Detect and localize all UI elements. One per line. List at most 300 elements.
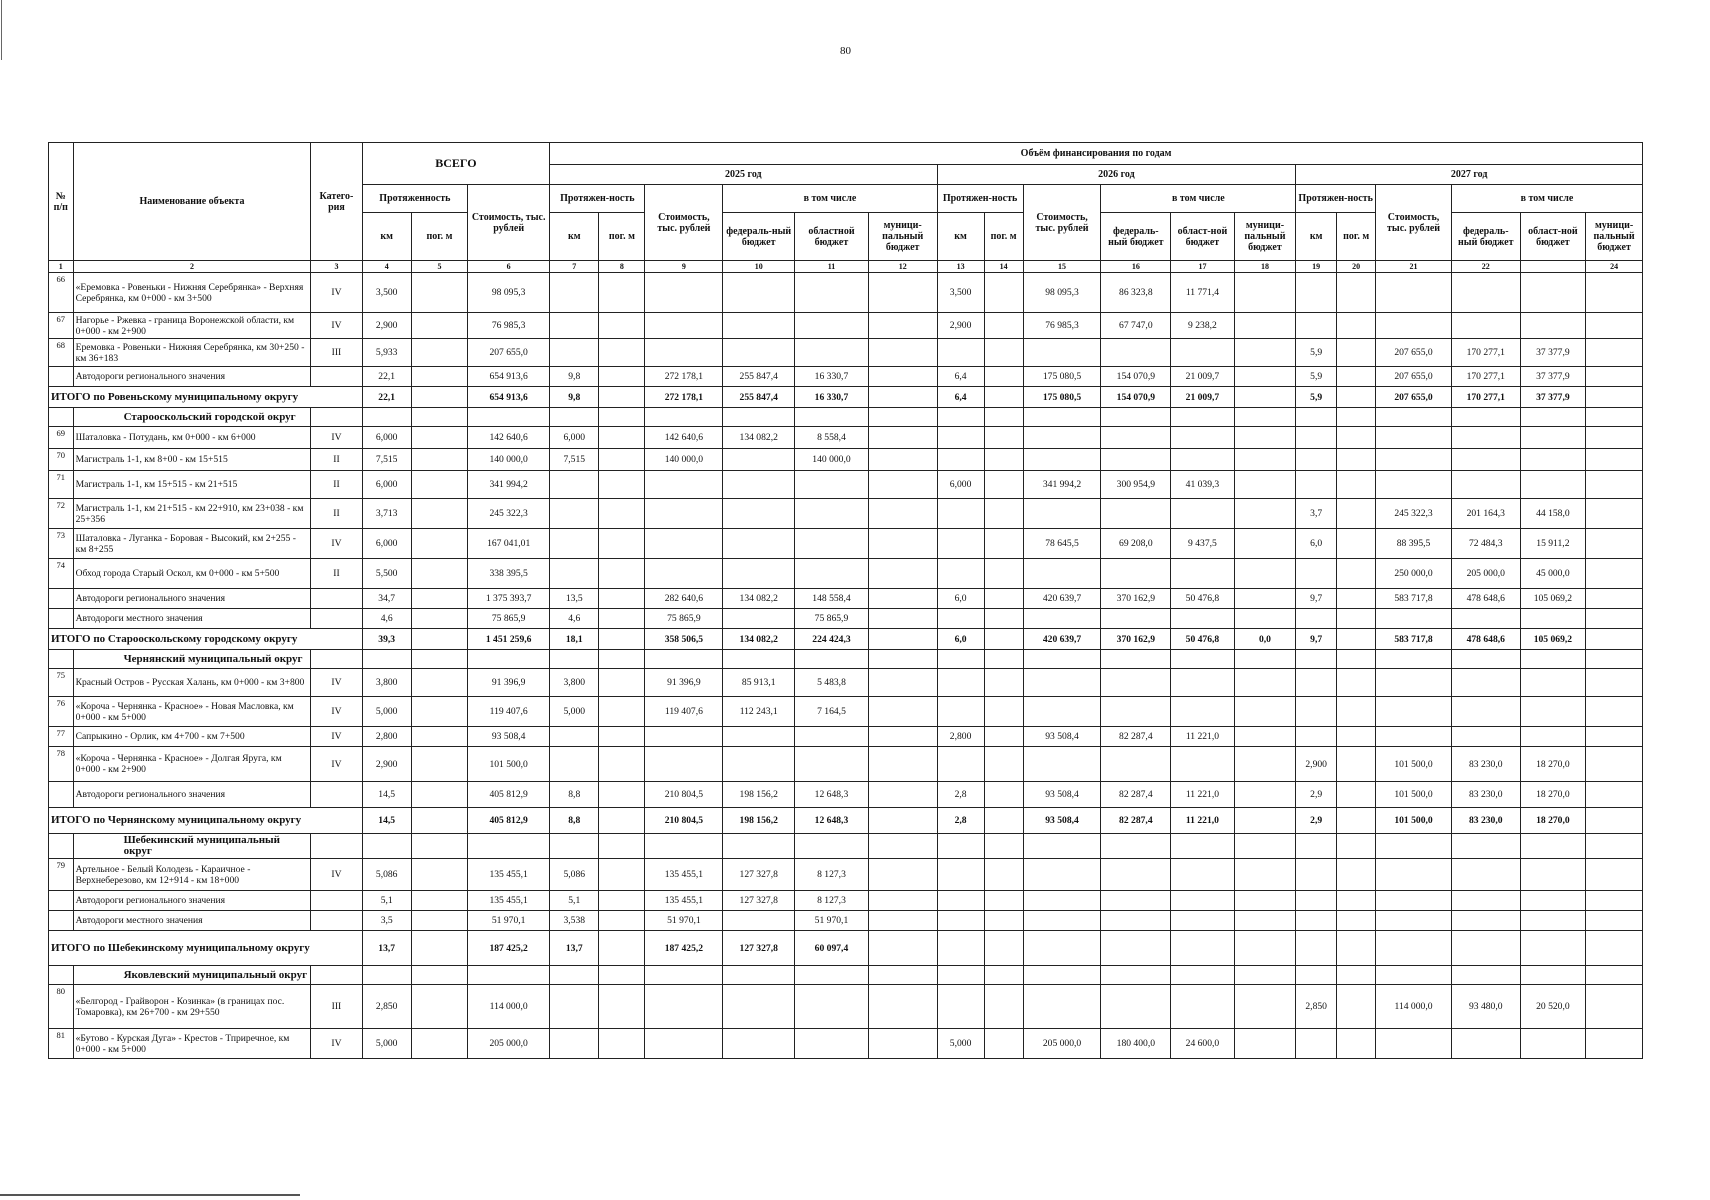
value-cell: 170 277,1 xyxy=(1451,387,1520,408)
value-cell: 9 238,2 xyxy=(1171,313,1235,339)
empty-cell xyxy=(795,834,869,859)
empty-cell xyxy=(1451,966,1520,985)
row-number: 70 xyxy=(49,449,74,471)
value-cell: 9,8 xyxy=(550,387,599,408)
value-cell: 134 082,2 xyxy=(723,427,795,449)
value-cell: 135 455,1 xyxy=(645,859,723,891)
table-row-item xyxy=(49,427,1643,449)
empty-cell xyxy=(1520,834,1586,859)
value-cell xyxy=(1171,339,1235,367)
value-cell: 187 425,2 xyxy=(468,931,550,966)
value-cell xyxy=(599,499,645,529)
value-cell: 101 500,0 xyxy=(1376,747,1452,782)
value-cell xyxy=(550,313,599,339)
value-cell xyxy=(1023,697,1101,727)
value-cell: 101 500,0 xyxy=(468,747,550,782)
value-cell: 88 395,5 xyxy=(1376,529,1452,559)
value-cell xyxy=(1023,747,1101,782)
value-cell xyxy=(1376,427,1452,449)
value-cell xyxy=(1101,931,1171,966)
value-cell xyxy=(1234,891,1295,911)
value-cell xyxy=(645,747,723,782)
total-title: ИТОГО по Ровеньскому муниципальному округу xyxy=(49,387,363,408)
value-cell xyxy=(1337,387,1376,408)
value-cell xyxy=(1520,911,1586,931)
value-cell xyxy=(795,559,869,589)
empty-cell xyxy=(468,650,550,669)
value-cell xyxy=(1520,931,1586,966)
value-cell: 140 000,0 xyxy=(468,449,550,471)
y2026-reg-header: област-ной бюджет xyxy=(1171,213,1235,261)
value-cell: 198 156,2 xyxy=(723,782,795,808)
table-row-item xyxy=(49,985,1643,1029)
column-number: 24 xyxy=(1586,261,1643,273)
total-title: ИТОГО по Шебекинскому муниципальному округу xyxy=(49,931,363,966)
value-cell xyxy=(1337,609,1376,629)
row-number xyxy=(49,367,74,387)
empty-cell xyxy=(311,966,362,985)
empty-cell xyxy=(868,408,937,427)
value-cell: 341 994,2 xyxy=(1023,471,1101,499)
value-cell xyxy=(1296,931,1337,966)
value-cell xyxy=(1296,609,1337,629)
value-cell: 8,8 xyxy=(550,782,599,808)
empty-cell xyxy=(311,650,362,669)
empty-cell xyxy=(1296,650,1337,669)
empty-cell xyxy=(1101,834,1171,859)
value-cell xyxy=(723,911,795,931)
value-cell xyxy=(1586,669,1643,697)
value-cell: 9,7 xyxy=(1296,589,1337,609)
category-cell xyxy=(311,891,362,911)
financing-table xyxy=(48,142,1643,1059)
value-cell: 2,8 xyxy=(937,808,984,834)
page-number: 80 xyxy=(840,45,851,57)
value-cell: 6,4 xyxy=(937,387,984,408)
column-number: 15 xyxy=(1023,261,1101,273)
value-cell xyxy=(937,697,984,727)
table-row-item xyxy=(49,313,1643,339)
value-cell xyxy=(599,449,645,471)
value-cell xyxy=(1520,891,1586,911)
row-number: 78 xyxy=(49,747,74,782)
y2026-cost-header: Стоимость, тыс. рублей xyxy=(1023,185,1101,261)
value-cell xyxy=(984,313,1023,339)
category-cell xyxy=(311,609,362,629)
value-cell xyxy=(1171,859,1235,891)
value-cell: 255 847,4 xyxy=(723,387,795,408)
row-number: 69 xyxy=(49,427,74,449)
value-cell xyxy=(723,529,795,559)
value-cell xyxy=(1586,589,1643,609)
value-cell xyxy=(984,339,1023,367)
empty-cell xyxy=(984,966,1023,985)
value-cell xyxy=(1337,273,1376,313)
value-cell xyxy=(599,589,645,609)
empty-cell xyxy=(1586,650,1643,669)
value-cell xyxy=(1451,1029,1520,1059)
value-cell xyxy=(550,339,599,367)
y2027-km-header: км xyxy=(1296,213,1337,261)
value-cell xyxy=(599,387,645,408)
empty-cell xyxy=(1337,408,1376,427)
empty-cell xyxy=(362,966,411,985)
value-cell xyxy=(1520,427,1586,449)
category-cell: II xyxy=(311,499,362,529)
empty-cell xyxy=(1023,650,1101,669)
value-cell xyxy=(1171,669,1235,697)
value-cell: 420 639,7 xyxy=(1023,589,1101,609)
row-number: 73 xyxy=(49,529,74,559)
value-cell xyxy=(723,747,795,782)
table-row-sub xyxy=(49,782,1643,808)
value-cell xyxy=(411,387,467,408)
funding-by-years-header: Объём финансирования по годам xyxy=(550,143,1643,165)
value-cell xyxy=(868,589,937,609)
y2026-length-header: Протяжен-ность xyxy=(937,185,1023,213)
table-row-total xyxy=(49,387,1643,408)
value-cell xyxy=(1586,629,1643,650)
value-cell: 5,000 xyxy=(937,1029,984,1059)
value-cell xyxy=(1520,669,1586,697)
row-number: 77 xyxy=(49,727,74,747)
y2025-pm-header: пог. м xyxy=(599,213,645,261)
empty-cell xyxy=(468,966,550,985)
value-cell: 13,7 xyxy=(362,931,411,966)
value-cell xyxy=(645,1029,723,1059)
empty-cell xyxy=(1171,834,1235,859)
column-number: 13 xyxy=(937,261,984,273)
value-cell xyxy=(868,985,937,1029)
value-cell xyxy=(868,313,937,339)
value-cell xyxy=(984,387,1023,408)
value-cell xyxy=(599,911,645,931)
value-cell xyxy=(411,697,467,727)
column-number: 11 xyxy=(795,261,869,273)
value-cell: 478 648,6 xyxy=(1451,589,1520,609)
y2025-fed-header: федераль-ный бюджет xyxy=(723,213,795,261)
value-cell xyxy=(1234,669,1295,697)
value-cell xyxy=(1234,449,1295,471)
value-cell xyxy=(1337,529,1376,559)
value-cell xyxy=(599,727,645,747)
value-cell xyxy=(1451,669,1520,697)
value-cell: 7,515 xyxy=(550,449,599,471)
value-cell xyxy=(1101,859,1171,891)
y2025-cost-header: Стоимость, тыс. рублей xyxy=(645,185,723,261)
value-cell xyxy=(868,1029,937,1059)
empty-cell xyxy=(362,650,411,669)
empty-cell xyxy=(411,650,467,669)
empty-cell xyxy=(362,834,411,859)
value-cell xyxy=(1586,911,1643,931)
value-cell: 11 221,0 xyxy=(1171,782,1235,808)
row-number: 76 xyxy=(49,697,74,727)
table-row-group xyxy=(49,834,1643,859)
category-cell: II xyxy=(311,449,362,471)
value-cell xyxy=(984,449,1023,471)
value-cell: 142 640,6 xyxy=(645,427,723,449)
value-cell: 45 000,0 xyxy=(1520,559,1586,589)
value-cell: 245 322,3 xyxy=(1376,499,1452,529)
value-cell: 2,900 xyxy=(1296,747,1337,782)
object-name: Красный Остров - Русская Халань, км 0+000 - км 3+800 xyxy=(73,669,311,697)
value-cell: 60 097,4 xyxy=(795,931,869,966)
value-cell xyxy=(1376,449,1452,471)
empty-cell xyxy=(868,966,937,985)
value-cell xyxy=(1337,339,1376,367)
value-cell: 20 520,0 xyxy=(1520,985,1586,1029)
value-cell xyxy=(1520,273,1586,313)
value-cell xyxy=(1234,367,1295,387)
value-cell xyxy=(1234,931,1295,966)
value-cell: 101 500,0 xyxy=(1376,808,1452,834)
value-cell xyxy=(1234,273,1295,313)
empty-cell xyxy=(937,966,984,985)
value-cell xyxy=(599,529,645,559)
object-name: Нагорье - Ржевка - граница Воронежской области, км 0+000 - км 2+900 xyxy=(73,313,311,339)
value-cell: 72 484,3 xyxy=(1451,529,1520,559)
group-title: Чернянский муниципальный округ xyxy=(73,650,311,669)
value-cell: 114 000,0 xyxy=(1376,985,1452,1029)
value-cell: 5,933 xyxy=(362,339,411,367)
value-cell xyxy=(645,529,723,559)
value-cell xyxy=(1586,313,1643,339)
value-cell xyxy=(1586,471,1643,499)
subtotal-title: Автодороги местного значения xyxy=(73,609,311,629)
column-number: 7 xyxy=(550,261,599,273)
value-cell: 9,7 xyxy=(1296,629,1337,650)
value-cell xyxy=(937,499,984,529)
value-cell xyxy=(599,747,645,782)
value-cell: 198 156,2 xyxy=(723,808,795,834)
y2027-mun-header: муници-пальный бюджет xyxy=(1586,213,1643,261)
value-cell: 76 985,3 xyxy=(1023,313,1101,339)
col-no-header: № п/п xyxy=(49,143,74,261)
value-cell: 93 508,4 xyxy=(1023,782,1101,808)
value-cell: 18 270,0 xyxy=(1520,747,1586,782)
empty-cell xyxy=(1520,408,1586,427)
category-cell: IV xyxy=(311,747,362,782)
value-cell xyxy=(984,911,1023,931)
value-cell: 21 009,7 xyxy=(1171,387,1235,408)
value-cell xyxy=(1376,609,1452,629)
empty-cell xyxy=(1023,408,1101,427)
empty-cell xyxy=(1451,408,1520,427)
category-cell xyxy=(311,367,362,387)
value-cell xyxy=(1337,559,1376,589)
value-cell xyxy=(1520,471,1586,499)
value-cell xyxy=(645,559,723,589)
value-cell: 8 127,3 xyxy=(795,891,869,911)
value-cell xyxy=(1171,747,1235,782)
value-cell: 9 437,5 xyxy=(1171,529,1235,559)
value-cell: 4,6 xyxy=(550,609,599,629)
value-cell: 207 655,0 xyxy=(1376,387,1452,408)
value-cell xyxy=(984,697,1023,727)
category-cell: III xyxy=(311,985,362,1029)
value-cell xyxy=(984,499,1023,529)
value-cell xyxy=(645,499,723,529)
value-cell xyxy=(984,1029,1023,1059)
value-cell xyxy=(1586,427,1643,449)
category-cell: IV xyxy=(311,1029,362,1059)
row-number-cell xyxy=(49,966,74,985)
table-row-item xyxy=(49,471,1643,499)
value-cell xyxy=(1451,471,1520,499)
group-title: Старооскольский городской округ xyxy=(73,408,311,427)
value-cell xyxy=(1376,273,1452,313)
value-cell xyxy=(1376,931,1452,966)
empty-cell xyxy=(1101,650,1171,669)
value-cell xyxy=(1296,697,1337,727)
empty-cell xyxy=(411,834,467,859)
value-cell xyxy=(1586,859,1643,891)
value-cell xyxy=(599,1029,645,1059)
value-cell: 114 000,0 xyxy=(468,985,550,1029)
value-cell xyxy=(795,471,869,499)
row-number: 68 xyxy=(49,339,74,367)
value-cell xyxy=(1023,339,1101,367)
value-cell: 98 095,3 xyxy=(468,273,550,313)
empty-cell xyxy=(1234,408,1295,427)
value-cell xyxy=(868,273,937,313)
value-cell: 6,000 xyxy=(937,471,984,499)
value-cell: 5,9 xyxy=(1296,387,1337,408)
value-cell xyxy=(645,313,723,339)
value-cell xyxy=(599,782,645,808)
value-cell: 16 330,7 xyxy=(795,367,869,387)
value-cell: 0,0 xyxy=(1234,629,1295,650)
value-cell xyxy=(411,427,467,449)
empty-cell xyxy=(550,834,599,859)
value-cell xyxy=(1451,911,1520,931)
value-cell: 82 287,4 xyxy=(1101,782,1171,808)
value-cell: 170 277,1 xyxy=(1451,367,1520,387)
value-cell: 69 208,0 xyxy=(1101,529,1171,559)
y2027-fed-header: федераль-ный бюджет xyxy=(1451,213,1520,261)
value-cell: 3,800 xyxy=(362,669,411,697)
value-cell xyxy=(550,985,599,1029)
column-number: 21 xyxy=(1376,261,1452,273)
table-row-sub xyxy=(49,589,1643,609)
value-cell: 300 954,9 xyxy=(1101,471,1171,499)
value-cell xyxy=(937,449,984,471)
value-cell: 420 639,7 xyxy=(1023,629,1101,650)
value-cell xyxy=(1101,609,1171,629)
value-cell xyxy=(411,499,467,529)
empty-cell xyxy=(311,408,362,427)
object-name: «Еремовка - Ровеньки - Нижняя Серебрянка» - Верхняя Серебрянка, км 0+000 - км 3+500 xyxy=(73,273,311,313)
value-cell xyxy=(599,859,645,891)
value-cell xyxy=(984,609,1023,629)
value-cell: 148 558,4 xyxy=(795,589,869,609)
value-cell xyxy=(868,559,937,589)
y2026-fed-header: федераль-ный бюджет xyxy=(1101,213,1171,261)
value-cell: 119 407,6 xyxy=(468,697,550,727)
row-number: 80 xyxy=(49,985,74,1029)
value-cell xyxy=(1586,609,1643,629)
subtotal-title: Автодороги регионального значения xyxy=(73,367,311,387)
value-cell: 245 322,3 xyxy=(468,499,550,529)
value-cell xyxy=(599,808,645,834)
empty-cell xyxy=(468,408,550,427)
value-cell xyxy=(1586,891,1643,911)
value-cell xyxy=(1451,727,1520,747)
value-cell xyxy=(1101,499,1171,529)
empty-cell xyxy=(723,834,795,859)
value-cell xyxy=(795,273,869,313)
y2027-pm-header: пог. м xyxy=(1337,213,1376,261)
y2025-reg-header: областной бюджет xyxy=(795,213,869,261)
value-cell xyxy=(550,727,599,747)
value-cell xyxy=(984,529,1023,559)
y2026-km-header: км xyxy=(937,213,984,261)
value-cell xyxy=(1451,891,1520,911)
value-cell xyxy=(411,1029,467,1059)
value-cell xyxy=(1234,387,1295,408)
value-cell xyxy=(1171,911,1235,931)
value-cell xyxy=(411,859,467,891)
value-cell: 210 804,5 xyxy=(645,782,723,808)
empty-cell xyxy=(645,408,723,427)
value-cell: 14,5 xyxy=(362,782,411,808)
value-cell xyxy=(1023,985,1101,1029)
value-cell xyxy=(723,559,795,589)
row-number: 81 xyxy=(49,1029,74,1059)
value-cell: 75 865,9 xyxy=(645,609,723,629)
value-cell: 282 640,6 xyxy=(645,589,723,609)
value-cell: 6,0 xyxy=(937,589,984,609)
empty-cell xyxy=(411,966,467,985)
value-cell: 2,8 xyxy=(937,782,984,808)
value-cell: 134 082,2 xyxy=(723,589,795,609)
value-cell xyxy=(1337,669,1376,697)
value-cell xyxy=(1234,747,1295,782)
value-cell: 18 270,0 xyxy=(1520,808,1586,834)
value-cell xyxy=(550,1029,599,1059)
empty-cell xyxy=(1234,650,1295,669)
value-cell: 21 009,7 xyxy=(1171,367,1235,387)
table-row-item xyxy=(49,449,1643,471)
object-name: «Бутово - Курская Дуга» - Крестов - Тприречное, км 0+000 - км 5+000 xyxy=(73,1029,311,1059)
value-cell xyxy=(411,339,467,367)
value-cell xyxy=(1586,808,1643,834)
value-cell: 341 994,2 xyxy=(468,471,550,499)
value-cell xyxy=(1520,697,1586,727)
value-cell xyxy=(1101,891,1171,911)
value-cell: 6,4 xyxy=(937,367,984,387)
subtotal-title: Автодороги регионального значения xyxy=(73,891,311,911)
value-cell xyxy=(868,697,937,727)
year-2025-header: 2025 год xyxy=(550,165,937,185)
column-number: 2 xyxy=(73,261,311,273)
value-cell xyxy=(645,471,723,499)
value-cell xyxy=(1451,931,1520,966)
value-cell xyxy=(550,747,599,782)
value-cell: 3,538 xyxy=(550,911,599,931)
value-cell xyxy=(795,1029,869,1059)
value-cell: 154 070,9 xyxy=(1101,367,1171,387)
value-cell xyxy=(1296,559,1337,589)
value-cell: 205 000,0 xyxy=(1023,1029,1101,1059)
value-cell xyxy=(1023,449,1101,471)
value-cell xyxy=(1296,427,1337,449)
value-cell: 15 911,2 xyxy=(1520,529,1586,559)
value-cell: 2,9 xyxy=(1296,808,1337,834)
value-cell xyxy=(1337,808,1376,834)
value-cell xyxy=(1234,697,1295,727)
